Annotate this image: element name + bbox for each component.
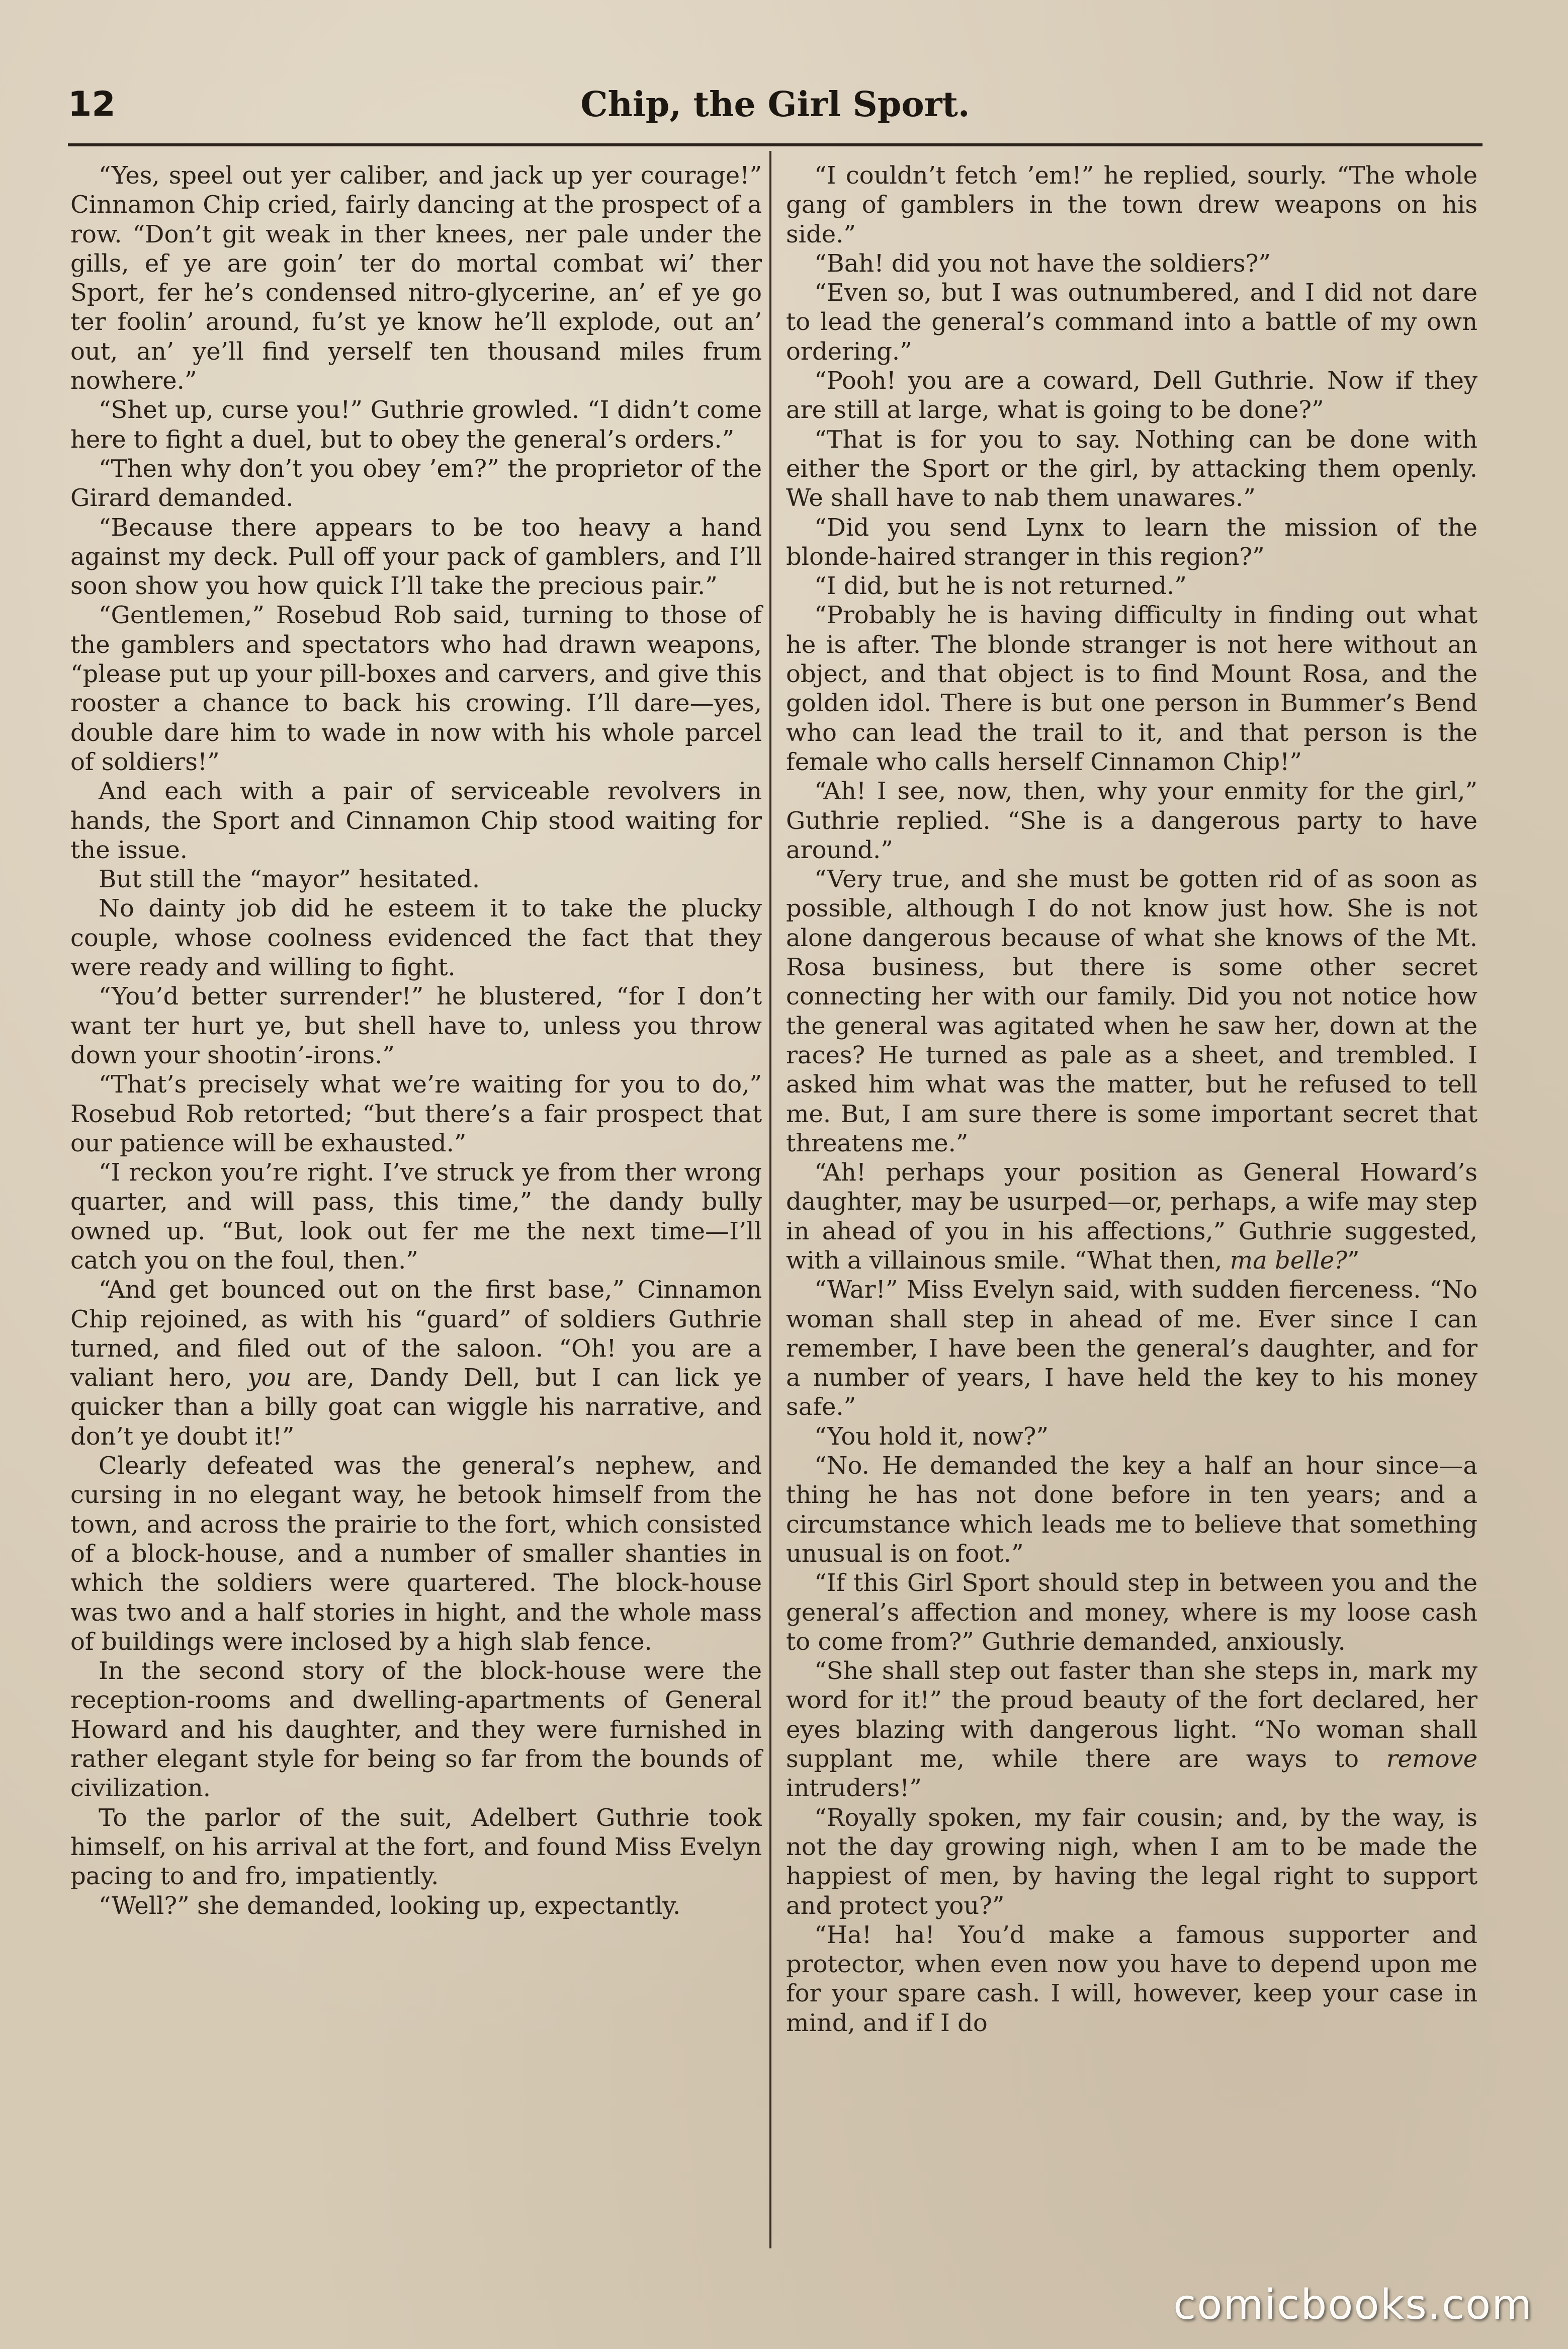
paragraph: “Ha! ha! You’d make a famous supporter and protector, when even now you have to depend upon me for your spare cash. I will, however, keep your case in mind, and if I do xyxy=(786,1920,1477,2037)
paragraph: “You hold it, now?” xyxy=(814,1422,1049,1451)
paragraph: “That’s precisely what we’re waiting for you to do,” Rosebud Rob retorted; “but there’s a fair prospect that our patience will be exhausted.” xyxy=(70,1070,762,1157)
paragraph: “War!” Miss Evelyn said, with sudden fierceness. “No woman shall step in ahead of me. Ever since I can remember, I have been the general’s daughter, and for a number of years, I have held the key to his money safe.” xyxy=(786,1276,1477,1421)
paragraph: “Bah! did you not have the soldiers?” xyxy=(814,249,1271,278)
paragraph: “Yes, speel out yer caliber, and jack up yer courage!” Cinnamon Chip cried, fairly dancing at the prospect of a row. “Don’t git weak in ther knees, ner pale under the gills, ef ye are goin’ ter do mortal combat wi’ ther Sport, fer he’s condensed nitro-glycerine, an’ ef ye go ter foolin’ around, fu’st ye know he’ll explode, out an’ out, an’ ye’ll find yerself ten thousand miles frum nowhere.” xyxy=(70,161,762,395)
paragraph: “I couldn’t fetch ’em!” he replied, sourly. “The whole gang of gamblers in the town drew weapons on his side.” xyxy=(786,161,1477,248)
paragraph: But still the “mayor” hesitated. xyxy=(99,865,480,894)
paragraph: In the second story of the block-house were the reception-rooms and dwelling-apartments of General Howard and his daughter, and they were furnished in rather elegant style for being so far from the bounds of civilization. xyxy=(70,1657,762,1803)
paragraph: “I did, but he is not returned.” xyxy=(814,572,1187,601)
paragraph: “If this Girl Sport should step in between you and the general’s affection and money, where is my loose cash to come from?” Guthrie demanded, anxiously. xyxy=(786,1569,1477,1656)
paragraph: “Shet up, curse you!” Guthrie growled. “I didn’t come here to fight a duel, but to obey the general’s orders.” xyxy=(70,396,762,454)
paragraph: “Royally spoken, my fair cousin; and, by the way, is not the day growing nigh, when I am to be made the happiest of men, by having the legal right to support and protect you?” xyxy=(786,1803,1477,1920)
paragraph: “Even so, but I was outnumbered, and I did not dare to lead the general’s command into a battle of my own ordering.” xyxy=(786,279,1477,366)
page-number: 12 xyxy=(68,85,116,124)
paragraph: No dainty job did he esteem it to take the plucky couple, whose coolness evidenced the fact that they were ready and willing to fight. xyxy=(70,894,762,982)
paragraph: “Pooh! you are a coward, Dell Guthrie. Now if they are still at large, what is going to be done?” xyxy=(786,367,1477,425)
paragraph: “Gentlemen,” Rosebud Rob said, turning to those of the gamblers and spectators who had drawn weapons, “please put up your pill-boxes and carvers, and give this rooster a chance to back his crowing. I’ll dare—yes, double dare him to wade in now with his whole parcel of soldiers!” xyxy=(70,601,762,776)
paragraph: “Ah! I see, now, then, why your enmity for the girl,” Guthrie replied. “She is a dangerous party to have around.” xyxy=(786,777,1477,864)
paragraph: “Probably he is having difficulty in finding out what he is after. The blonde stranger is not here without an object, and that object is to find Mount Rosa, and the golden idol. There is but one person in Bummer’s Bend who can lead the trail to it, and that person is the female who calls herself Cinnamon Chip!” xyxy=(786,601,1477,776)
running-title: Chip, the Girl Sport. xyxy=(580,85,970,125)
paragraph: “She shall step out faster than she steps in, mark my word for it!” the proud beauty of the fort declared, her eyes blazing with dangerous light. “No woman shall supplant me, while there are ways to remove intruders!” xyxy=(786,1657,1477,1803)
paragraph: “Well?” she demanded, looking up, expectantly. xyxy=(99,1891,681,1920)
paragraph: “I reckon you’re right. I’ve struck ye from ther wrong quarter, and will pass, this time,” the dandy bully owned up. “But, look out fer me the next time—I’ll catch you on the foul, then.” xyxy=(70,1158,762,1275)
paragraph: “That is for you to say. Nothing can be done with either the Sport or the girl, by attacking them openly. We shall have to nab them unawares.” xyxy=(786,425,1477,513)
right-column xyxy=(786,161,1477,2038)
paragraph: “Because there appears to be too heavy a hand against my deck. Pull off your pack of gamblers, and I’ll soon show you how quick I’ll take the precious pair.” xyxy=(70,513,762,601)
paragraph: “Then why don’t you obey ’em?” the proprietor of the Girard demanded. xyxy=(70,454,762,513)
paragraph: And each with a pair of serviceable revolvers in hands, the Sport and Cinnamon Chip stood waiting for the issue. xyxy=(70,777,762,864)
column-divider xyxy=(769,151,771,2248)
paragraph: “You’d better surrender!” he blustered, “for I don’t want ter hurt ye, but shell have to, unless you throw down your shootin’-irons.” xyxy=(70,982,762,1069)
header-rule xyxy=(68,143,1483,146)
paragraph: To the parlor of the suit, Adelbert Guthrie took himself, on his arrival at the fort, and found Miss Evelyn pacing to and fro, impatiently. xyxy=(70,1803,762,1891)
page-header xyxy=(68,75,1483,136)
paragraph: “Ah! perhaps your position as General Howard’s daughter, may be usurped—or, perhaps, a wife may step in ahead of you in his affections,” Guthrie suggested, with a villainous smile. “What then, ma belle?” xyxy=(786,1158,1477,1275)
paragraph: “No. He demanded the key a half an hour since—a thing he has not done before in ten years; and a circumstance which leads me to believe that something unusual is on foot.” xyxy=(786,1452,1477,1568)
watermark: comicbooks.com xyxy=(1173,2281,1533,2329)
paragraph: Clearly defeated was the general’s nephew, and cursing in no elegant way, he betook himself from the town, and across the prairie to the fort, which consisted of a block-house, and a number of smaller shanties in which the soldiers were quartered. The block-house was two and a half stories in hight, and the whole mass of buildings were inclosed by a high slab fence. xyxy=(70,1452,762,1656)
left-column xyxy=(70,161,762,1920)
paragraph: “Very true, and she must be gotten rid of as soon as possible, although I do not know just how. She is not alone dangerous because of what she knows of the Mt. Rosa business, but there is some other secret connecting her with our family. Did you not notice how the general was agitated when he saw her, down at the races? He turned as pale as a sheet, and trembled. I asked him what was the matter, but he refused to tell me. But, I am sure there is some important secret that threatens me.” xyxy=(786,865,1477,1157)
paragraph: “Did you send Lynx to learn the mission of the blonde-haired stranger in this region?” xyxy=(786,513,1477,571)
paragraph: “And get bounced out on the first base,” Cinnamon Chip rejoined, as with his “guard” of soldiers Guthrie turned, and filed out of the saloon. “Oh! you are a valiant hero, you are, Dandy Dell, but I can lick ye quicker than a billy goat can wiggle his narrative, and don’t ye doubt it!” xyxy=(70,1276,762,1451)
